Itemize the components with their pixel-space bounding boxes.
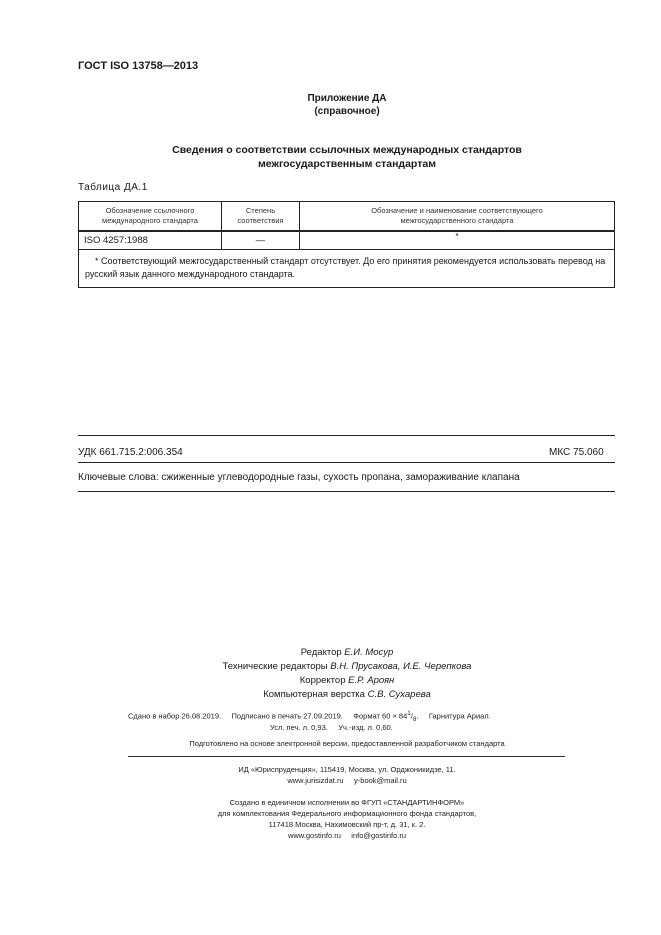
keywords: Ключевые слова: сжиженные углеводородные газы, сухость пропана, замораживание клапана bbox=[78, 472, 520, 483]
column-header-degree: Степень соответствия bbox=[222, 202, 300, 232]
correspondence-table bbox=[78, 201, 615, 288]
credit-corrector: Корректор Е.Р. Ароян bbox=[299, 675, 395, 686]
org-line3: 117418 Москва, Нахимовский пр-т, д. 31, к. 2. bbox=[268, 820, 426, 829]
printing-line1: Сдано в набор 26.08.2019. Подписано в печать 27.09.2019. Формат $60 \times 84^1/_8$. Гарнитура Ариал. bbox=[128, 710, 491, 723]
table-footnote: * Соответствующий межгосударственный стандарт отсутствует. До его принятия рекомендуется использовать перевод на русский язык данного международного стандарта. bbox=[79, 250, 615, 288]
section-title-line2: межгосударственным стандартам bbox=[258, 158, 436, 170]
udc-code: УДК 661.715.2:006.354 bbox=[78, 447, 183, 458]
mks-code: МКС 75.060 bbox=[549, 447, 604, 458]
section-title bbox=[0, 143, 661, 171]
org-line1: Создано в единичном исполнении во ФГУП «СТАНДАРТИНФОРМ» bbox=[229, 798, 465, 807]
divider-bottom bbox=[78, 491, 615, 492]
divider-top bbox=[78, 435, 615, 436]
table-label: Таблица ДА.1 bbox=[78, 182, 148, 193]
document-header: ГОСТ ISO 13758—2013 bbox=[78, 60, 199, 72]
cell-interstate: * bbox=[300, 231, 615, 250]
org-line2: для комплектования Федерального информационного фонда стандартов, bbox=[217, 809, 477, 818]
column-header-ref: Обозначение ссылочного международного стандарта bbox=[79, 202, 222, 232]
prepared-note: Подготовлено на основе электронной версии, предоставленной разработчиком стандарта bbox=[189, 739, 505, 748]
divider-middle bbox=[78, 462, 615, 463]
cell-ref: ISO 4257:1988 bbox=[79, 231, 222, 250]
section-title-line1: Сведения о соответствии ссылочных международных стандартов bbox=[172, 144, 522, 156]
cell-degree: — bbox=[222, 231, 300, 250]
printing-line2: Усл. печ. л. 0,93. Уч.-изд. л. 0,60. bbox=[270, 723, 393, 732]
credit-layout: Компьютерная верстка С.В. Сухарева bbox=[263, 689, 431, 700]
table-footnote-row bbox=[79, 250, 615, 288]
org-block bbox=[0, 797, 661, 841]
appendix-subtitle: (справочное) bbox=[314, 106, 380, 117]
publisher-address: ИД «Юриспруденция», 115419, Москва, ул. Орджоникидзе, 11. bbox=[238, 765, 456, 774]
appendix-title: Приложение ДА bbox=[307, 93, 387, 104]
credit-tech-editors: Технические редакторы В.Н. Прусакова, И.Е. Черепкова bbox=[222, 661, 472, 672]
credits-block bbox=[0, 646, 661, 702]
org-line4: www.gostinfo.ru info@gostinfo.ru bbox=[287, 831, 407, 840]
table-header-row bbox=[79, 202, 615, 232]
publisher-block bbox=[0, 764, 661, 786]
column-header-interstate: Обозначение и наименование соответствующего межгосударственного стандарта bbox=[300, 202, 615, 232]
credit-editor: Редактор Е.И. Мосур bbox=[300, 647, 394, 658]
publisher-contacts: www.jurisizdat.ru y-book@mail.ru bbox=[287, 776, 407, 785]
table-row bbox=[79, 231, 615, 250]
divider-print bbox=[128, 756, 565, 757]
